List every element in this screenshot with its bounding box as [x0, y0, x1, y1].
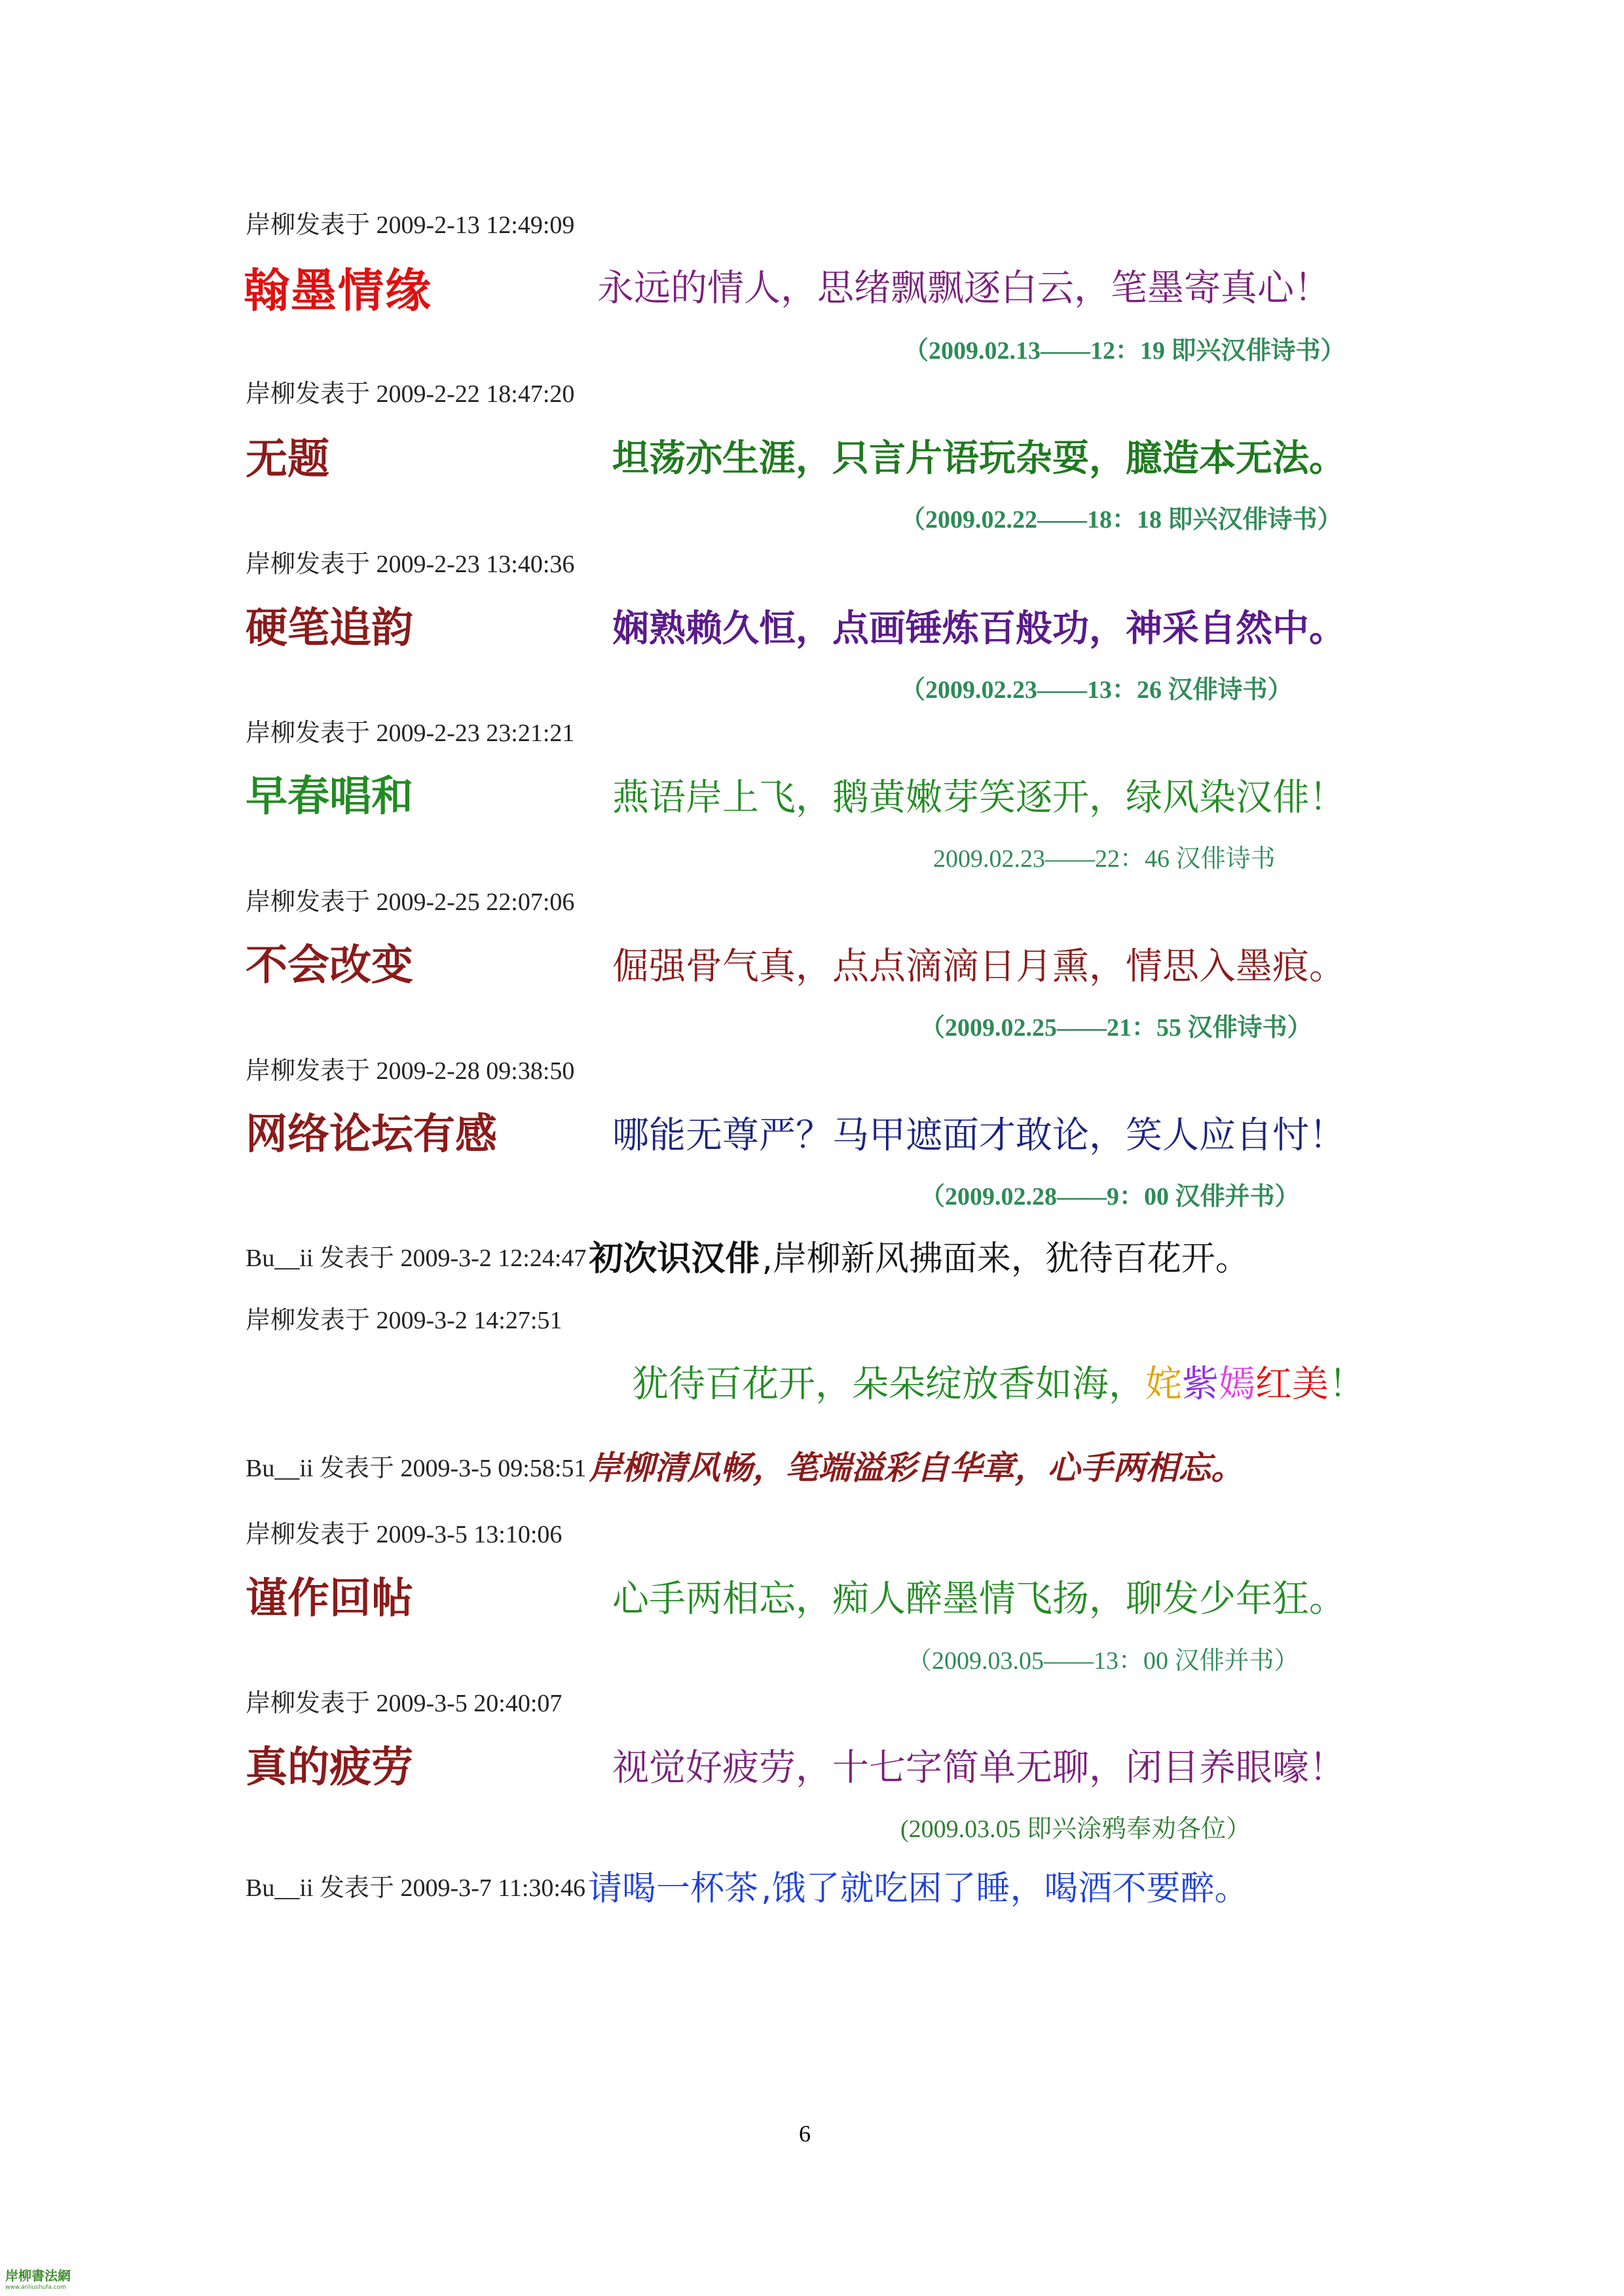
post-note: 2009.02.23——22：46 汉俳诗书	[933, 845, 1276, 873]
post-meta: 岸柳发表于 2009-3-2 14:27:51	[246, 1307, 563, 1334]
post-meta: 岸柳发表于 2009-2-23 13:40:36	[246, 551, 575, 578]
post-title: 无题	[246, 435, 329, 484]
post-line	[246, 1442, 1244, 1489]
post-title-seal: 翰墨情缘	[244, 263, 432, 318]
post-poem: 娴熟赖久恒，点画锤炼百般功，神采自然中。	[612, 607, 1346, 650]
post-poem: 视觉好疲劳，十七字简单无聊，闭目养眼嚎！	[612, 1747, 1346, 1789]
post-meta: Bu__ii 发表于 2009-3-2 12:24:47	[246, 1245, 587, 1272]
post-line	[246, 1861, 1249, 1910]
post-note: （2009.02.22——18：18 即兴汉俳诗书）	[900, 506, 1342, 534]
poem-char: ！	[1329, 1363, 1365, 1406]
post-note: （2009.03.05——13：00 汉俳并书）	[907, 1647, 1299, 1675]
site-url: www.anliushufa.com	[5, 2284, 66, 2291]
post-title: 早春唱和	[246, 773, 413, 821]
post-line	[246, 1231, 1249, 1280]
post-meta: 岸柳发表于 2009-2-22 18:47:20	[246, 380, 575, 408]
post-meta: Bu__ii 发表于 2009-3-7 11:30:46	[246, 1874, 585, 1902]
post-poem: 倔强骨气真，点点滴滴日月熏，情思入墨痕。	[612, 945, 1346, 988]
footer-logo	[5, 2265, 71, 2291]
post-poem: ,岸柳新风拂面来，犹待百花开。	[762, 1239, 1249, 1279]
post-title: 真的疲劳	[246, 1743, 413, 1792]
post-title: 硬笔追韵	[246, 604, 413, 653]
poem-char: 嫣	[1219, 1363, 1255, 1406]
poem-char: 美	[1292, 1363, 1329, 1406]
post-meta: 岸柳发表于 2009-2-13 12:49:09	[246, 211, 575, 239]
post-title: 网络论坛有感	[246, 1110, 497, 1159]
poem-part: 犹待百花开，朵朵绽放香如海，	[632, 1363, 1145, 1406]
post-note: （2009.02.28——9：00 汉俳并书）	[920, 1183, 1300, 1211]
poem-char: 红	[1255, 1363, 1292, 1406]
post-title: 初次识汉俳	[589, 1239, 760, 1279]
post-meta: 岸柳发表于 2009-3-5 20:40:07	[246, 1690, 563, 1717]
post-title: 不会改变	[246, 941, 413, 990]
post-poem: 哪能无尊严？马甲遮面才敢论，笑人应自忖！	[612, 1114, 1346, 1157]
post-poem: 燕语岸上飞，鹅黄嫩芽笑逐开，绿风染汉俳！	[612, 776, 1346, 819]
post-meta: 岸柳发表于 2009-2-23 23:21:21	[246, 720, 575, 747]
post-poem: 心手两相忘，痴人醉墨情飞扬，聊发少年狂。	[612, 1578, 1346, 1620]
post-title: 请喝一杯茶	[587, 1869, 758, 1908]
post-note: （2009.02.23——13：26 汉俳诗书）	[900, 676, 1293, 704]
post-meta: 岸柳发表于 2009-2-25 22:07:06	[246, 888, 575, 916]
site-logo: 岸柳書法網	[5, 2268, 71, 2284]
post-note: (2009.03.05 即兴涂鸦奉劝各位）	[900, 1815, 1251, 1843]
post-poem: 永远的情人，思绪飘飘逐白云，笔墨寄真心！	[597, 267, 1331, 310]
post-poem: 坦荡亦生涯，只言片语玩杂耍，臆造本无法。	[612, 437, 1346, 480]
poem-char: 紫	[1182, 1363, 1219, 1406]
post-meta: Bu__ii 发表于 2009-3-5 09:58:51	[246, 1455, 587, 1482]
post-note: （2009.02.25——21：55 汉俳诗书）	[920, 1014, 1312, 1042]
poem-char: 姹	[1145, 1363, 1182, 1406]
post-meta: 岸柳发表于 2009-3-5 13:10:06	[246, 1521, 563, 1548]
post-poem: 岸柳清风畅，笔端溢彩自华章，心手两相忘。	[589, 1448, 1244, 1487]
post-title: 谨作回帖	[246, 1575, 413, 1623]
post-note: （2009.02.13——12：19 即兴汉俳诗书）	[904, 337, 1346, 365]
page-number: 6	[799, 2121, 811, 2147]
post-poem	[632, 1355, 1365, 1408]
post-meta: 岸柳发表于 2009-2-28 09:38:50	[246, 1057, 575, 1085]
post-poem: ,饿了就吃困了睡，喝酒不要醉。	[761, 1869, 1249, 1908]
